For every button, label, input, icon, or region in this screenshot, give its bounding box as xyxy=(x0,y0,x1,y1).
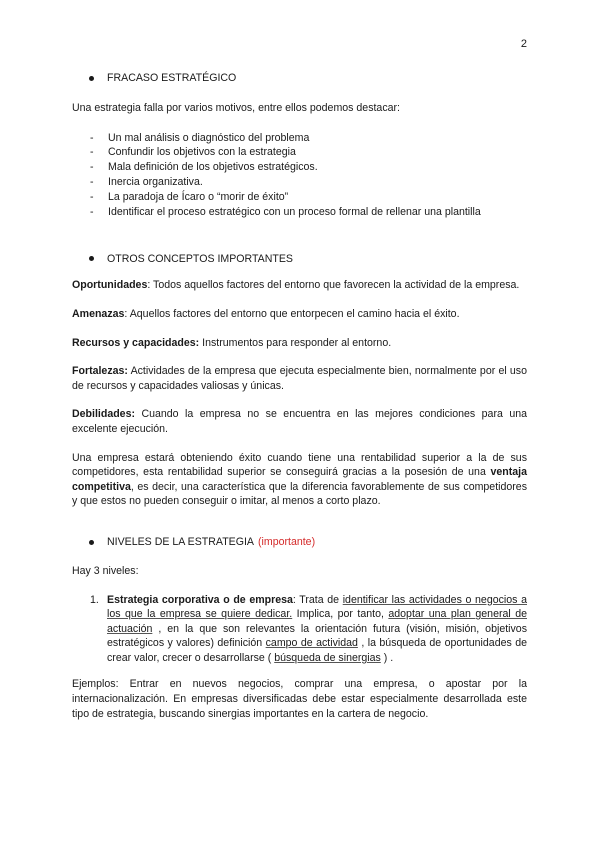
definition-amenazas: Amenazas: Aquellos factores del entorno que entorpecen el camino hacia el éxito. xyxy=(72,307,460,320)
section-heading-fracaso xyxy=(89,71,527,86)
bullet-icon xyxy=(89,256,94,261)
paragraph-intro: Una estrategia falla por varios motivos, entre ellos podemos destacar: xyxy=(72,102,400,114)
definition-fortalezas xyxy=(72,364,527,393)
section-heading-niveles xyxy=(89,535,527,550)
list-item: - Un mal análisis o diagnóstico del problema xyxy=(72,131,527,146)
list-item: - La paradoja de Ícaro o “morir de éxito” xyxy=(72,190,527,205)
list-item: - Confundir los objetivos con la estrategia xyxy=(72,145,527,160)
term: Oportunidades xyxy=(72,279,148,292)
definition-text: Todos aquellos factores del entorno que favorecen la actividad de la empresa. xyxy=(150,279,520,292)
section-heading-text: OTROS CONCEPTOS IMPORTANTES xyxy=(107,252,294,265)
bullet-icon xyxy=(89,76,94,81)
ventaja-competitiva-term: ventaja competitiva xyxy=(72,466,527,493)
definition-text: Cuando la empresa no se encuentra en las mejores condiciones para una excelente ejecución. xyxy=(72,408,527,435)
list-item: - Inercia organizativa. xyxy=(72,175,527,190)
section-heading-text: NIVELES DE LA ESTRATEGIA xyxy=(107,536,254,549)
definition-text: Instrumentos para responder al entorno. xyxy=(199,336,392,349)
section-heading-otros xyxy=(89,251,527,266)
failure-reasons-list xyxy=(72,131,527,220)
definition-text: Actividades de la empresa que ejecuta especialmente bien, normalmente por el uso de recursos y capacidades valiosas y únicas. xyxy=(72,365,527,392)
term: Debilidades: xyxy=(72,408,135,421)
definition-oportunidades: Oportunidades: Todos aquellos factores del entorno que favorecen la actividad de la empresa. xyxy=(72,279,520,292)
definition-recursos xyxy=(72,336,527,351)
section-heading-text: FRACASO ESTRATÉGICO xyxy=(107,72,237,85)
bullet-icon xyxy=(89,540,94,545)
document-body xyxy=(72,71,527,721)
term: Recursos y capacidades: xyxy=(72,336,200,349)
item-text: Estrategia corporativa o de empresa: Trata de identificar las actividades o negocios a los que la empresa se quiere dedicar. Implica, por tanto, adoptar una plan general de actuación , en la que son relevantes la orientación futura (visión, misión, objetivos estratégicos y valores) definición campo de actividad , la búsqueda de oportunidades de crear valor, crecer o desarrollarse ( búsqueda de sinergias ) . xyxy=(107,593,527,664)
page-number: 2 xyxy=(520,38,527,50)
list-item: - Identificar el proceso estratégico con un proceso formal de rellenar una plantilla xyxy=(72,205,527,220)
numbered-list-item xyxy=(72,593,527,666)
term: Fortalezas: xyxy=(72,365,128,378)
term: Amenazas xyxy=(72,307,125,320)
importance-tag: (importante) xyxy=(258,536,316,549)
definition-debilidades xyxy=(72,407,527,436)
paragraph-ejemplos: Ejemplos: Entrar en nuevos negocios, comprar una empresa, o apostar por la internacionalización. En empresas diversificadas debe estar especialmente desarrollada este tipo de estrategia, buscando sinergias importantes en la cartera de negocio. xyxy=(72,678,527,720)
list-item: - Mala definición de los objetivos estratégicos. xyxy=(72,160,527,175)
item-number: 1. xyxy=(90,593,99,606)
definition-text: Aquellos factores del entorno que entorpecen el camino hacia el éxito. xyxy=(127,307,460,320)
paragraph-ventaja-competitiva: Una empresa estará obteniendo éxito cuando tiene una rentabilidad superior a la de sus competidores, esta rentabilidad superior se conseguirá gracias a la posesión de una ventaja competitiva, es decir, una característica que la diferencia favorablemente de sus competidores y que estos no pueden conseguir o imitar, al menos a corto plazo. xyxy=(72,451,527,508)
paragraph-niveles-intro: Hay 3 niveles: xyxy=(72,564,139,577)
